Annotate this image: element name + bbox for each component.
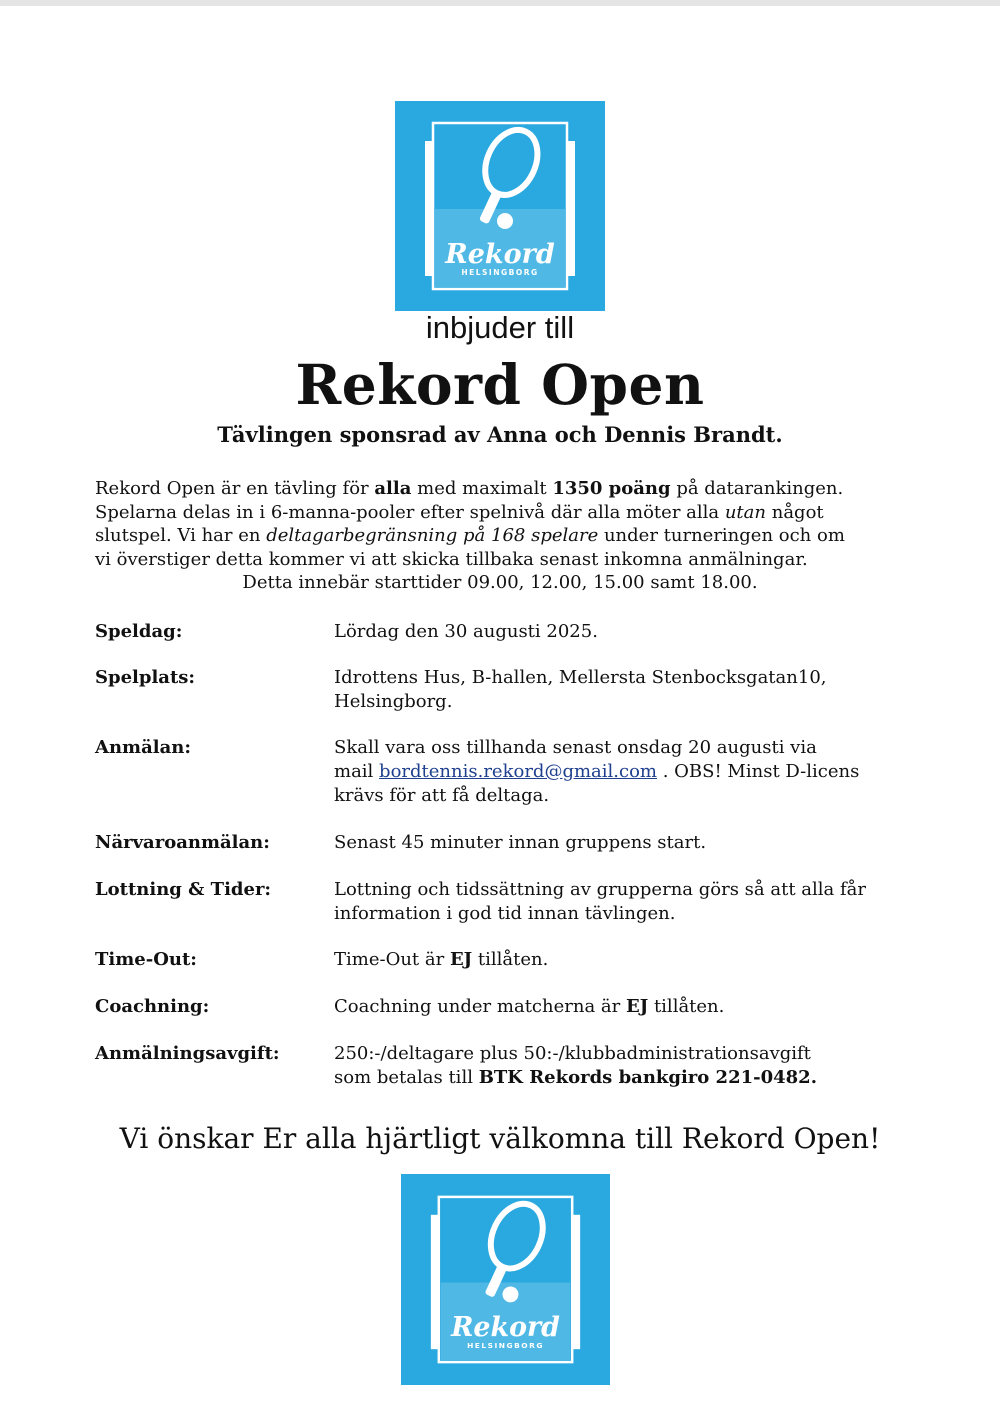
table-tennis-paddle-icon bbox=[395, 101, 605, 311]
svg-text:Rekord: Rekord bbox=[445, 239, 555, 270]
svg-text:HELSINGBORG: HELSINGBORG bbox=[467, 1341, 544, 1351]
info-label: Lottning & Tider: bbox=[95, 879, 272, 900]
info-value: Senast 45 minuter innan gruppens start. bbox=[334, 832, 707, 853]
email-link[interactable]: bordtennis.rekord@gmail.com bbox=[379, 761, 657, 782]
info-value: Lottning och tidssättning av grupperna görs så att alla får information i god tid innan tävlingen. bbox=[334, 879, 866, 924]
info-value: Coachning under matcherna är EJ tillåten. bbox=[334, 996, 725, 1017]
intro-paragraph bbox=[95, 477, 925, 595]
info-label: Anmälningsavgift: bbox=[95, 1043, 280, 1064]
info-value: Lördag den 30 augusti 2025. bbox=[334, 621, 598, 642]
intro-line: vi överstiger detta kommer vi att skicka tillbaka senast inkomna anmälningar. bbox=[95, 548, 808, 570]
info-label: Coachning: bbox=[95, 996, 210, 1017]
info-label: Anmälan: bbox=[95, 737, 191, 758]
page-subtitle: Tävlingen sponsrad av Anna och Dennis Brandt. bbox=[217, 422, 783, 447]
info-label: Time-Out: bbox=[95, 949, 197, 970]
rekord-logo-bottom bbox=[401, 1174, 610, 1385]
info-label: Speldag: bbox=[95, 621, 183, 642]
top-border bbox=[0, 0, 1000, 6]
svg-text:HELSINGBORG: HELSINGBORG bbox=[461, 268, 539, 277]
info-value: Skall vara oss tillhanda senast onsdag 20 augusti via mail bordtennis.rekord@gmail.com . OBS! Minst D-licens krävs för att få deltaga. bbox=[334, 737, 860, 806]
intro-line: Rekord Open är en tävling för alla med maximalt 1350 poäng på datarankingen. bbox=[95, 478, 844, 499]
page-title: Rekord Open bbox=[295, 352, 705, 417]
welcome-message: Vi önskar Er alla hjärtligt välkomna till Rekord Open! bbox=[119, 1122, 881, 1155]
invite-text: inbjuder till bbox=[425, 310, 575, 345]
info-value: 250:-/deltagare plus 50:-/klubbadministrationsavgift som betalas till BTK Rekords bankgiro 221-0482. bbox=[334, 1043, 817, 1088]
rekord-logo-top bbox=[395, 101, 605, 311]
info-label: Spelplats: bbox=[95, 667, 196, 688]
info-value: Time-Out är EJ tillåten. bbox=[334, 949, 549, 970]
info-label: Närvaroanmälan: bbox=[95, 832, 270, 853]
intro-line: Spelarna delas in i 6-manna-pooler efter spelnivå där alla möter alla utan något bbox=[95, 501, 824, 523]
intro-line: slutspel. Vi har en deltagarbegränsning på 168 spelare under turneringen och om bbox=[95, 525, 845, 546]
info-value: Idrottens Hus, B-hallen, Mellersta Stenbocksgatan10, Helsingborg. bbox=[334, 667, 827, 712]
svg-text:Rekord: Rekord bbox=[451, 1312, 560, 1344]
start-times-line: Detta innebär starttider 09.00, 12.00, 15.00 samt 18.00. bbox=[242, 572, 758, 593]
table-tennis-paddle-icon bbox=[401, 1174, 610, 1385]
